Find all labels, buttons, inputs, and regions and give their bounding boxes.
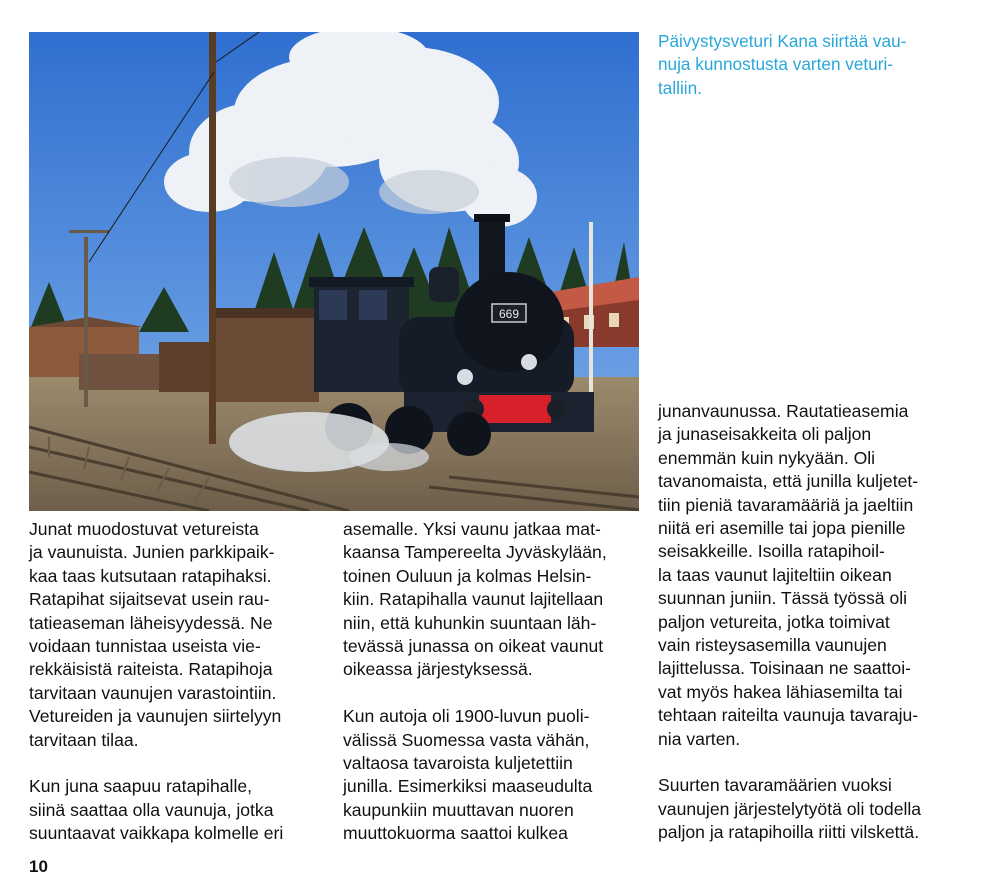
locomotive-photo <box>29 32 639 511</box>
text-line: Kun autoja oli 1900-luvun puoli- <box>343 706 590 727</box>
text-column-3 <box>658 400 968 845</box>
text-line: junilla. Esimerkiksi maaseudulta <box>343 776 593 797</box>
text-column-2 <box>343 518 643 846</box>
text-line: rekkäisistä raiteista. Ratapihoja <box>29 659 273 680</box>
text-line: tarvitaan tilaa. <box>29 729 139 750</box>
text-column-1 <box>29 518 329 846</box>
text-line: siinä saattaa olla vaunuja, jotka <box>29 799 274 820</box>
text-line: junanvaunussa. Rautatieasemia <box>658 401 909 421</box>
text-line: lajittelussa. Toisinaan ne saattoi- <box>658 658 911 679</box>
caption-line: talliin. <box>658 77 702 98</box>
paragraph <box>343 518 643 682</box>
text-line: kaa taas kutsutaan ratapihaksi. <box>29 565 272 586</box>
text-line: suuntaavat vaikkapa kolmelle eri <box>29 823 284 844</box>
text-line: vat myös hakea lähiasemilta tai <box>658 681 903 702</box>
paragraph <box>29 518 329 752</box>
paragraph <box>658 774 968 844</box>
text-line: Suurten tavaramäärien vuoksi <box>658 775 892 796</box>
text-line: välissä Suomessa vasta vähän, <box>343 729 590 750</box>
text-line: vaunujen järjestelytyötä oli todella <box>658 798 922 819</box>
text-line: paljon vetureita, jotka toimivat <box>658 611 890 632</box>
text-line: Ratapihat sijaitsevat usein rau- <box>29 589 270 610</box>
text-line: vain risteysasemilla vaunujen <box>658 635 887 656</box>
text-line: oikeassa järjestyksessä. <box>343 659 533 680</box>
text-line: toinen Ouluun ja kolmas Helsin- <box>343 565 592 586</box>
text-line: tavanomaista, että junilla kuljetet- <box>658 471 919 492</box>
text-line: tiin pieniä tavaramääriä ja jaeltiin <box>658 494 914 515</box>
text-line: nia varten. <box>658 728 741 749</box>
text-line: kaupunkiin muuttavan nuoren <box>343 799 574 820</box>
text-line: niitä eri asemille tai jopa pienille <box>658 518 906 539</box>
text-line: tevässä junassa on oikeat vaunut <box>343 636 604 657</box>
text-line: muuttokuorma saattoi kulkea <box>343 823 568 844</box>
text-line: kaansa Tampereelta Jyväskylään, <box>343 542 607 563</box>
text-line: tehtaan raiteilta vaunuja tavaraju- <box>658 705 919 726</box>
buffer-beam <box>479 395 551 423</box>
text-line: la taas vaunut lajiteltiin oikean <box>658 564 892 585</box>
text-line: Kun juna saapuu ratapihalle, <box>29 776 253 797</box>
utility-pole <box>209 32 216 444</box>
paragraph <box>658 400 968 751</box>
text-line: seisakkeille. Isoilla ratapihoil- <box>658 541 885 562</box>
text-line: Vetureiden ja vaunujen siirtelyyn <box>29 706 282 727</box>
text-line: valtaosa tavaroista kuljetettiin <box>343 753 573 774</box>
text-line: tarvitaan vaunujen varastointiin. <box>29 682 277 703</box>
text-line: ja junaseisakkeita oli paljon <box>658 424 872 445</box>
paragraph <box>29 775 329 845</box>
text-line: enemmän kuin nykyään. Oli <box>658 447 876 468</box>
text-line: voidaan tunnistaa useista vie- <box>29 636 261 657</box>
text-line: kiin. Ratapihalla vaunut lajitellaan <box>343 589 604 610</box>
photo-caption <box>658 30 958 100</box>
paragraph <box>343 705 643 845</box>
text-line: ja vaunuista. Junien parkkipaik- <box>29 542 275 563</box>
text-line: tatieaseman läheisyydessä. Ne <box>29 612 273 633</box>
caption-line: nuja kunnostusta varten veturi- <box>658 54 894 75</box>
text-line: paljon ja ratapihoilla riitti vilskettä. <box>658 822 920 843</box>
locomotive-number: 669 <box>498 307 520 321</box>
text-line: Junat muodostuvat vetureista <box>29 519 259 539</box>
caption-line: Päivystysveturi Kana siirtää vau- <box>658 31 907 51</box>
text-line: suunnan juniin. Tässä työssä oli <box>658 588 908 609</box>
text-line: asemalle. Yksi vaunu jatkaa mat- <box>343 519 601 539</box>
text-line: niin, että kuhunkin suuntaan läh- <box>343 612 597 633</box>
page-number: 10 <box>29 857 48 876</box>
